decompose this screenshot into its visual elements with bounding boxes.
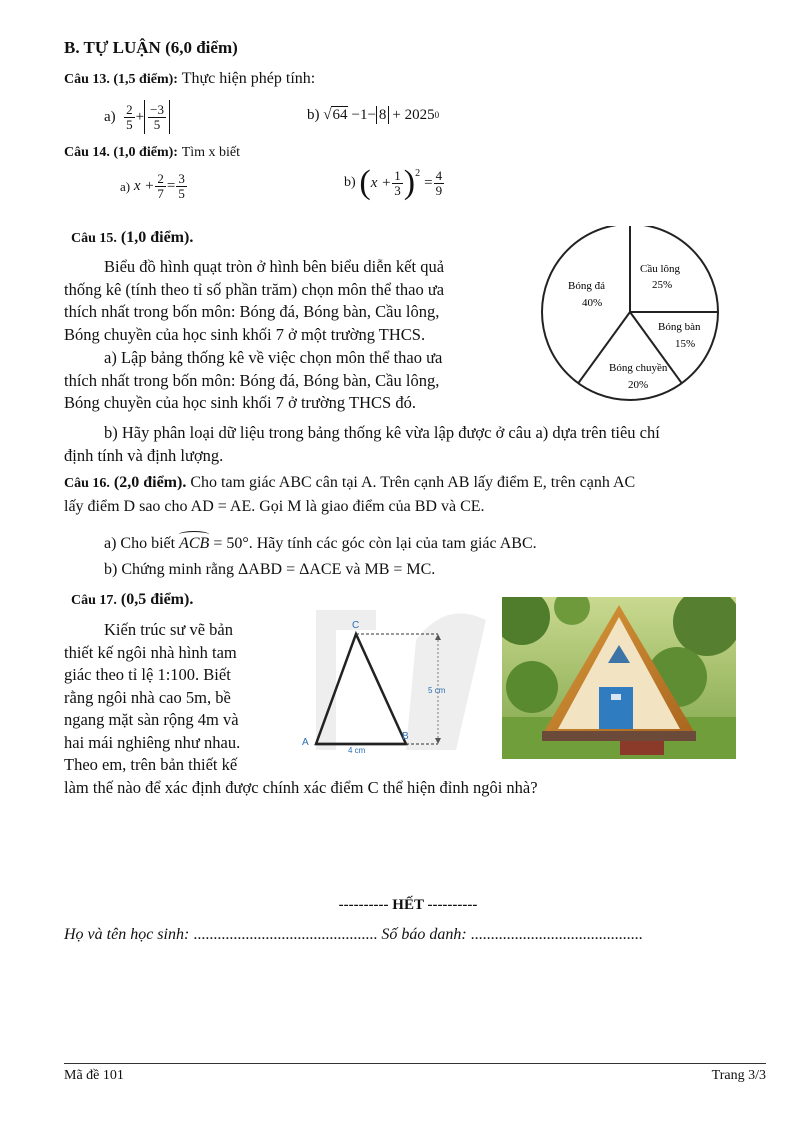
q17-header <box>71 591 193 609</box>
section-title: B. TỰ LUẬN (6,0 điểm) <box>64 38 238 57</box>
frac-den: 3 <box>394 182 401 198</box>
frac-num: −3 <box>150 101 164 117</box>
q14-text: Tìm x biết <box>181 145 241 160</box>
x-term: x + <box>370 174 392 191</box>
equals-sign: = <box>166 178 176 194</box>
watermark-shape <box>316 610 376 750</box>
student-info <box>64 926 643 944</box>
q16-a <box>104 531 537 553</box>
q17-label: Câu 17. <box>71 593 117 608</box>
angle-label: ACB <box>179 535 210 552</box>
text-line: hai mái nghiêng như nhau. <box>64 732 241 752</box>
student-id-label: Số báo danh: <box>381 926 467 943</box>
q17-points: (0,5 điểm). <box>120 591 194 608</box>
slice-pct-bong-ban: 15% <box>675 338 696 350</box>
exam-code: Mã đề 101 <box>64 1068 124 1083</box>
q15-paragraph-2 <box>64 347 504 415</box>
slice-label-cau-long: Cầu lông <box>640 263 681 275</box>
q15-paragraph-3 <box>64 422 764 467</box>
text-line: Bóng chuyền của học sinh khối 7 ở một trường THCS. <box>64 324 426 344</box>
vertex-c-label: C <box>352 620 360 631</box>
q15-header <box>71 229 193 247</box>
triangle-design-diagram <box>296 600 496 760</box>
slice-label-bong-chuyen: Bóng chuyền <box>609 362 668 374</box>
q14-b <box>344 164 445 201</box>
plus-term: + 2025 <box>392 106 435 123</box>
q15-paragraph-1 <box>64 256 504 346</box>
angle-arc <box>179 531 209 538</box>
slice-pct-bong-da: 40% <box>582 297 603 309</box>
text-line: định tính và định lượng. <box>64 445 224 465</box>
bench <box>620 741 664 755</box>
sports-pie-chart <box>532 226 736 414</box>
sqrt-value: 64 <box>332 106 348 123</box>
q13-a-label: a) <box>104 108 116 125</box>
q16-a-pre: a) Cho biết <box>104 535 176 552</box>
exponent: 0 <box>434 110 440 120</box>
text-line: thiết kế ngôi nhà hình tam <box>64 642 237 662</box>
frac <box>176 172 187 201</box>
q16-a-post: Hãy tính các góc còn lại của tam giác ABC. <box>256 535 537 552</box>
frac-num: 2 <box>126 101 133 117</box>
deck <box>542 731 696 741</box>
text-line: thích nhất trong bốn môn: Bóng đá, Bóng bàn, Cầu lông, <box>64 302 440 321</box>
left-paren: ( <box>359 164 371 201</box>
q14-a <box>120 172 188 201</box>
frac-den: 5 <box>153 116 161 132</box>
q13-b-label: b) <box>307 106 320 123</box>
text-line: Biểu đồ hình quạt tròn ở hình bên biểu diễn kết quả <box>104 257 445 276</box>
q17-text-block <box>64 619 280 777</box>
text-line: b) Hãy phân loại dữ liệu trong bảng thống kê vừa lập được ở câu a) dựa trên tiêu chí <box>104 423 660 442</box>
frac-num: 2 <box>157 171 164 186</box>
q16-line-1 <box>64 474 635 492</box>
page-number: Trang 3/3 <box>711 1068 766 1083</box>
footer-divider <box>64 1063 766 1064</box>
vertex-a-label: A <box>302 737 309 748</box>
height-label: 5 cm <box>428 686 446 695</box>
angle-acb <box>179 531 209 553</box>
abs-value: 8 <box>376 106 390 124</box>
q15-label: Câu 15. <box>71 231 117 246</box>
house-photo <box>502 597 736 759</box>
vertex-b-label: B <box>402 731 409 742</box>
text-line: Kiến trúc sư vẽ bản <box>104 620 233 639</box>
q14-b-label: b) <box>344 175 356 190</box>
frac-num: 1 <box>394 167 401 183</box>
slice-label-bong-da: Bóng đá <box>568 280 605 292</box>
q14-header <box>64 144 240 161</box>
q16-line-2: lấy điểm D sao cho AD = AE. Gọi M là giao điểm của BD và CE. <box>64 498 485 515</box>
q14-a-label: a) <box>120 178 131 194</box>
end-marker: ---------- HẾT ---------- <box>338 897 478 913</box>
frac <box>392 169 403 198</box>
slice-label-bong-ban: Bóng bàn <box>658 321 701 333</box>
frac-den: 5 <box>126 116 133 132</box>
q15-points: (1,0 điểm). <box>120 229 194 246</box>
q16-label: Câu 16. <box>64 476 110 491</box>
q13-header <box>64 70 315 88</box>
text-line: rằng ngôi nhà cao 5m, bề <box>64 687 231 707</box>
frac <box>434 169 445 198</box>
frac <box>155 172 166 201</box>
minus-term: −1− <box>351 106 376 123</box>
text-line: ngang mặt sàn rộng 4m và <box>64 710 239 729</box>
text-line: a) Lập bảng thống kê về việc chọn môn thể thao ưa <box>104 348 443 367</box>
frac-den: 7 <box>157 186 164 201</box>
text-line: thích nhất trong bốn môn: Bóng đá, Bóng bàn, Cầu lông, <box>64 370 440 390</box>
door <box>599 687 633 729</box>
frac-den: 5 <box>178 186 185 201</box>
q13-a <box>104 100 170 134</box>
exponent: 2 <box>415 168 421 179</box>
sqrt-expr <box>323 107 348 124</box>
slice-pct-bong-chuyen: 20% <box>628 379 649 391</box>
q13-a-frac <box>124 103 135 132</box>
text-line: thống kê (tính theo tỉ số phần trăm) chọn môn thể thao ưa <box>64 279 445 299</box>
q13-label: Câu 13. (1,5 điểm): <box>64 72 178 87</box>
door-window <box>611 694 621 700</box>
q16-a-eq: = 50°. <box>213 535 253 552</box>
q13-a-abs <box>144 100 170 134</box>
slice-pct-cau-long: 25% <box>652 279 673 291</box>
student-name-label: Họ và tên học sinh: <box>64 926 190 943</box>
frac-den: 9 <box>435 182 443 198</box>
text-line: giác theo tỉ lệ 1:100. Biết <box>64 665 231 684</box>
student-id-field[interactable]: ........................................... <box>470 926 643 943</box>
q16-text: Cho tam giác ABC cân tại A. Trên cạnh AB lấy điểm E, trên cạnh AC <box>190 474 636 491</box>
text-line: Bóng chuyền của học sinh khối 7 ở trường THCS đó. <box>64 393 416 412</box>
frac-num: 4 <box>435 167 443 183</box>
q17-last-line: làm thế nào để xác định được chính xác điểm C thể hiện đỉnh ngôi nhà? <box>64 778 538 797</box>
frac-num: 3 <box>178 171 185 186</box>
tree-foliage <box>506 661 558 713</box>
q16-points: (2,0 điểm). <box>113 474 187 491</box>
student-name-field[interactable]: .............................................. <box>193 926 378 943</box>
q14-label: Câu 14. (1,0 điểm): <box>64 145 178 160</box>
q13-text: Thực hiện phép tính: <box>181 70 316 87</box>
sqrt-symbol: √ <box>323 106 332 123</box>
q13-b <box>307 106 439 124</box>
q16-b: b) Chứng minh rằng ΔABD = ΔACE và MB = MC. <box>104 561 436 578</box>
base-label: 4 cm <box>348 746 366 755</box>
right-paren: ) <box>403 164 416 201</box>
equals-sign: = <box>424 174 433 191</box>
text-line: Theo em, trên bản thiết kế <box>64 755 238 774</box>
plus-sign: + <box>135 108 145 125</box>
x-term: x + <box>133 178 155 194</box>
